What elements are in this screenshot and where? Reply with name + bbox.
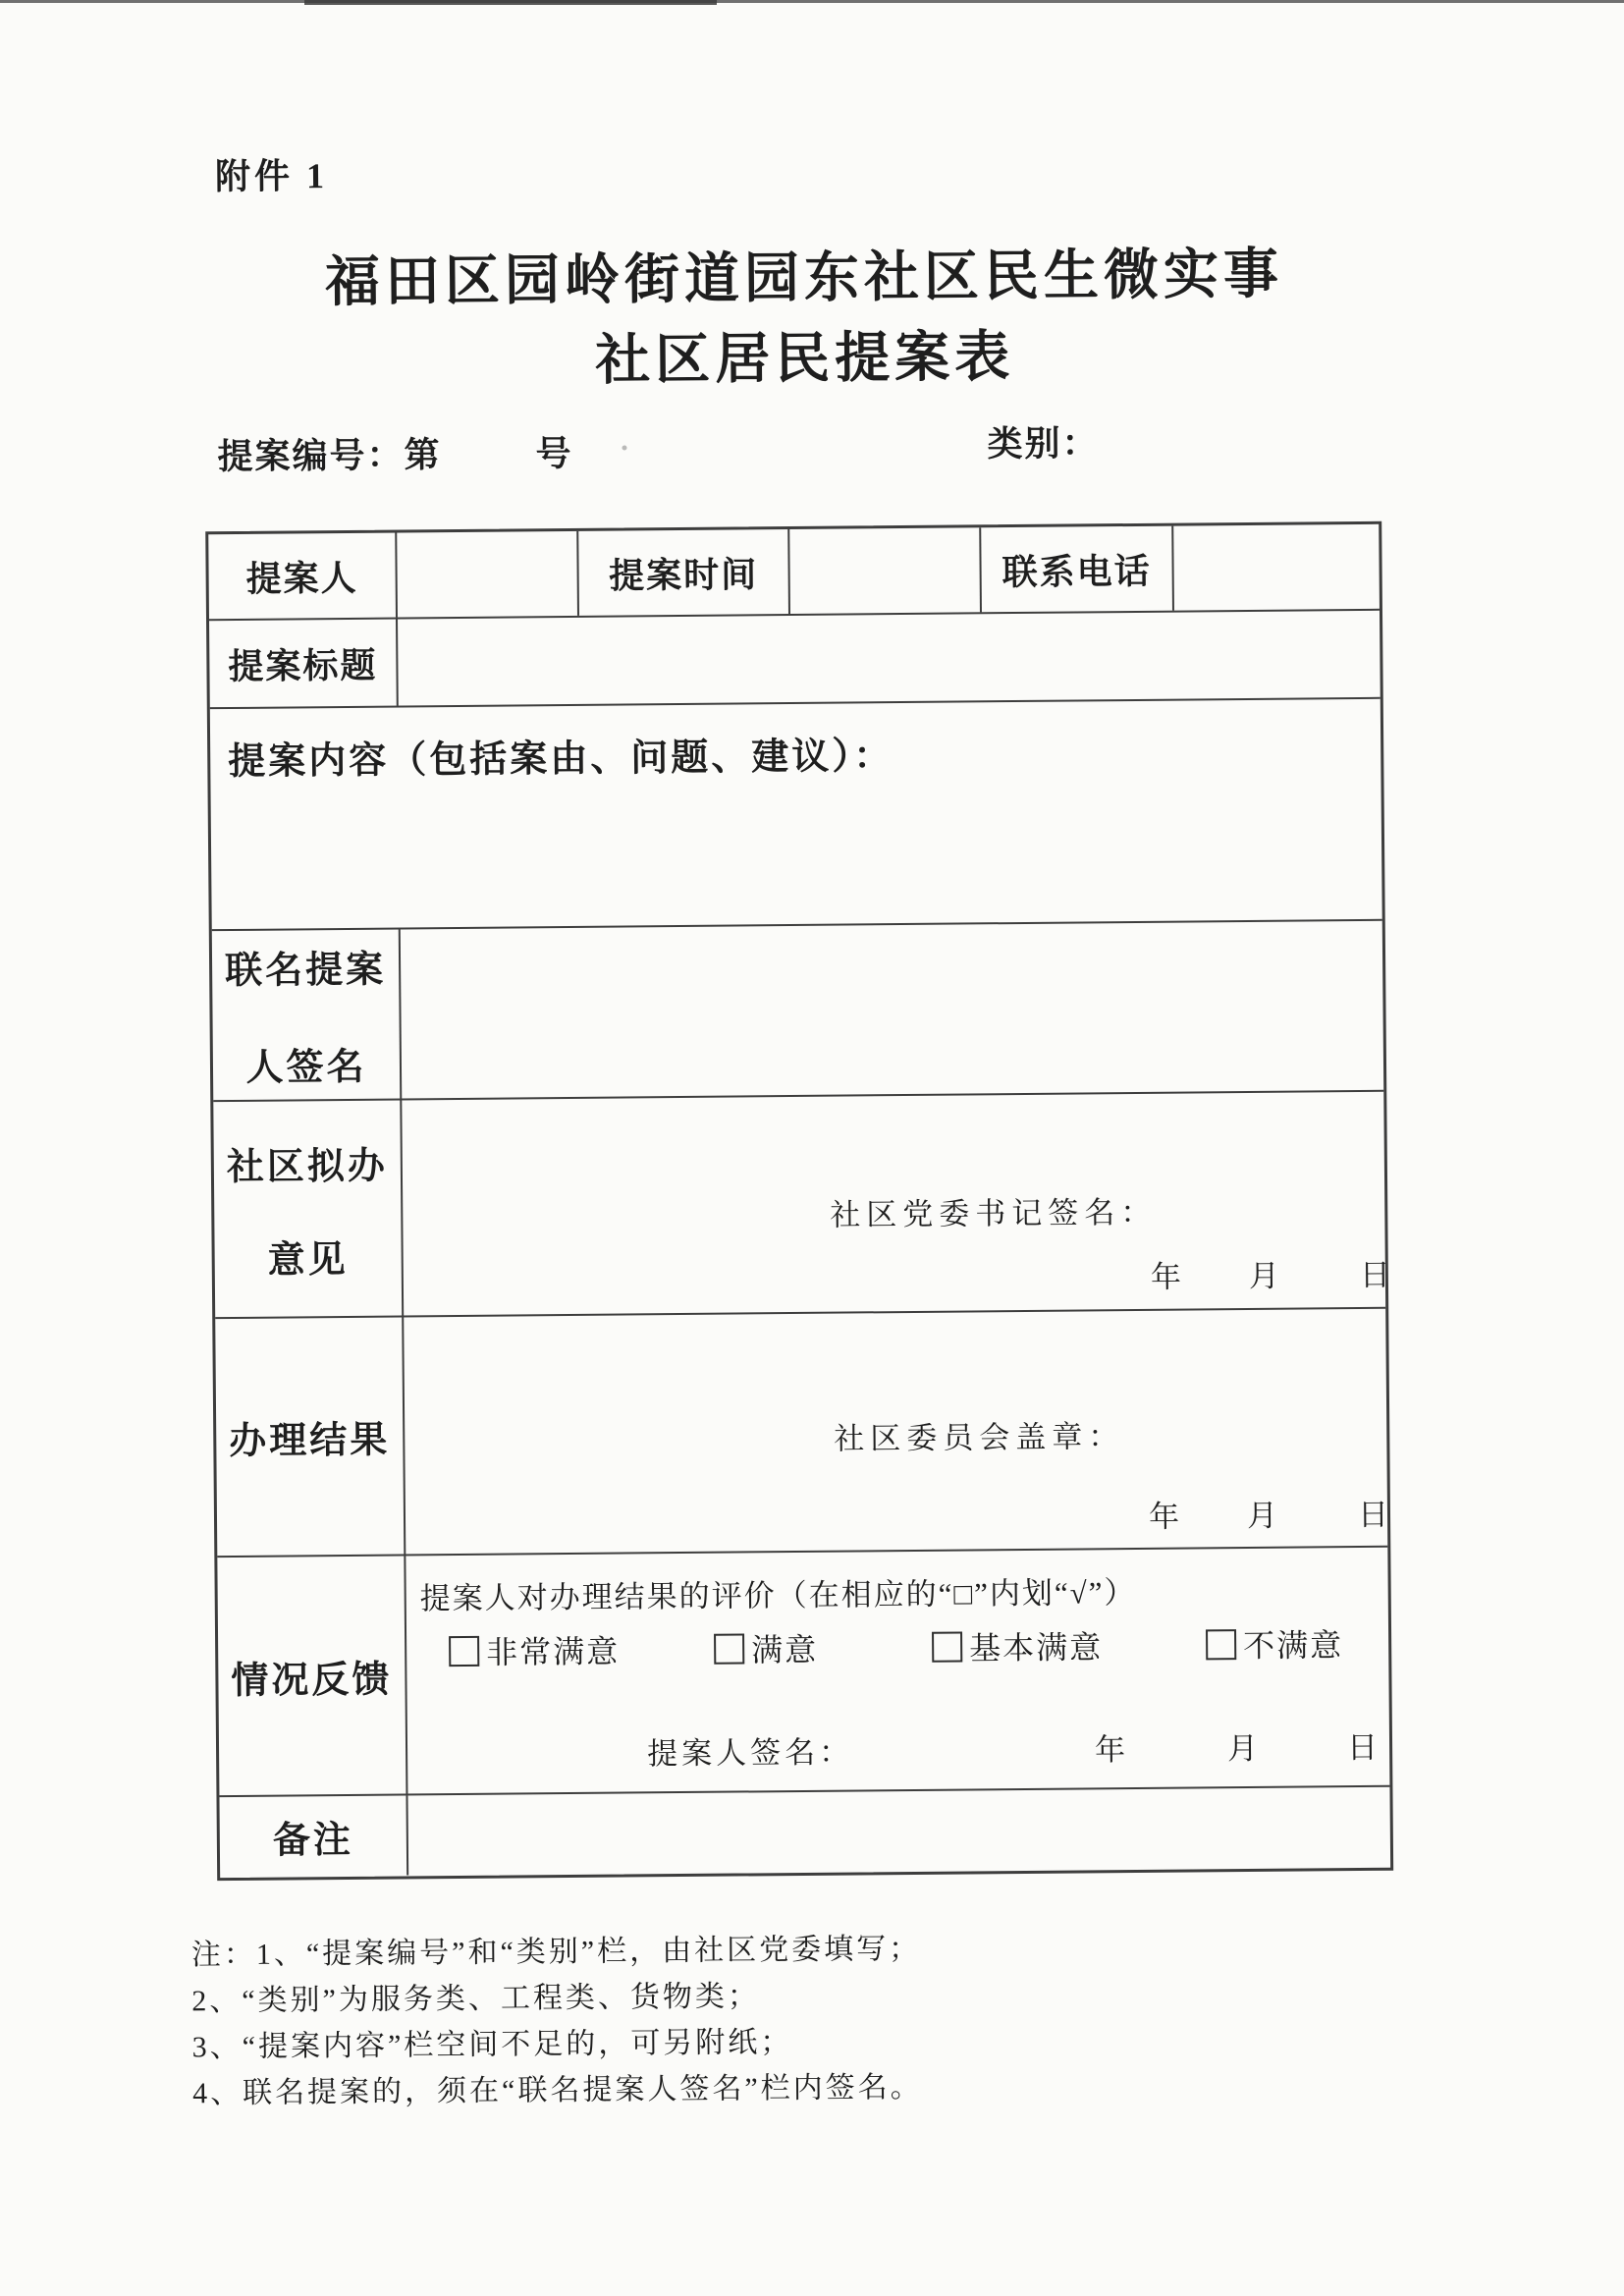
month-label: 月 xyxy=(1226,1730,1259,1767)
table-row-joint-signatures xyxy=(212,921,1383,1102)
feedback-label: 情况反馈 xyxy=(217,1556,407,1795)
footnote-line: 4、联名提案的，须在“联名提案人签名”栏内签名。 xyxy=(191,2070,923,2110)
proposal-time-label: 提案时间 xyxy=(578,529,790,616)
table-row-proposal-content xyxy=(210,699,1382,931)
year-label: 年 xyxy=(1150,1259,1182,1294)
year-label: 年 xyxy=(1094,1732,1126,1768)
proposal-content-label: 提案内容（包括案由、问题、建议）： xyxy=(228,736,894,784)
proposal-time-input-cell[interactable] xyxy=(789,527,982,614)
community-opinion-label xyxy=(213,1100,404,1317)
option-very-satisfied[interactable] xyxy=(449,1627,620,1674)
month-label: 月 xyxy=(1248,1258,1280,1293)
joint-proposer-label-line1: 联名提案 xyxy=(224,949,387,993)
proposal-table xyxy=(205,521,1393,1881)
joint-proposer-label-line2: 人签名 xyxy=(245,1046,367,1089)
remarks-label: 备注 xyxy=(219,1795,408,1877)
option-not-satisfied[interactable] xyxy=(1206,1620,1343,1667)
table-row-feedback xyxy=(217,1548,1389,1797)
handling-result-label: 办理结果 xyxy=(215,1317,406,1556)
footnote-line: 3、“提案内容”栏空间不足的，可另附纸； xyxy=(191,2026,793,2064)
community-opinion-label-line1: 社区拟办 xyxy=(226,1145,389,1188)
community-opinion-label-line2: 意见 xyxy=(267,1238,349,1282)
joint-signatures-input-cell[interactable] xyxy=(401,921,1383,1099)
category-label: 类别： xyxy=(987,423,1100,465)
meta-row xyxy=(0,417,1617,477)
option-label: 基本满意 xyxy=(969,1629,1104,1667)
proposal-number-blank[interactable] xyxy=(442,456,536,466)
table-row-proposal-title xyxy=(209,611,1380,709)
checkbox-icon[interactable] xyxy=(449,1636,479,1667)
table-row-proposer xyxy=(208,524,1380,621)
day-label: 日 xyxy=(1346,1729,1379,1766)
table-row-community-opinion xyxy=(213,1092,1391,1319)
joint-proposer-label xyxy=(212,930,402,1101)
evaluation-prompt: 提案人对办理结果的评价（在相应的“□”内划“√”） xyxy=(419,1574,1137,1616)
form-title-line2: 社区居民提案表 xyxy=(594,327,1015,392)
contact-phone-label: 联系电话 xyxy=(981,526,1174,613)
day-label: 日 xyxy=(1359,1257,1391,1292)
footnote-line: 注：1、“提案编号”和“类别”栏，由社区党委填写； xyxy=(190,1932,922,1972)
scan-artifact-speck xyxy=(622,445,626,450)
option-label: 非常满意 xyxy=(486,1633,621,1670)
proposal-title-input-cell[interactable] xyxy=(398,611,1380,706)
proposer-signature-label: 提案人签名： xyxy=(646,1734,854,1772)
footnote-line: 2、“类别”为服务类、工程类、货物类； xyxy=(191,1980,761,2018)
proposal-number-prefix: 提案编号：第 xyxy=(217,435,442,477)
secretary-signature-label: 社区党委书记签名： xyxy=(830,1194,1158,1232)
form-title-line1: 福田区园岭街道园东社区民生微实事 xyxy=(324,244,1284,314)
feedback-content-cell xyxy=(406,1548,1389,1794)
proposal-content-input-cell[interactable] xyxy=(210,699,1382,929)
remarks-input-cell[interactable] xyxy=(407,1787,1390,1876)
table-row-handling-result xyxy=(215,1309,1387,1558)
option-satisfied[interactable] xyxy=(714,1625,818,1671)
checkbox-icon[interactable] xyxy=(932,1632,962,1663)
proposal-number-suffix: 号 xyxy=(535,433,573,474)
proposal-number-label xyxy=(217,426,572,479)
table-row-remarks xyxy=(219,1787,1390,1877)
option-label: 不满意 xyxy=(1243,1627,1344,1665)
contact-phone-input-cell[interactable] xyxy=(1173,524,1380,611)
month-label: 月 xyxy=(1246,1498,1278,1533)
footnotes xyxy=(191,1926,923,2116)
handling-result-input-cell[interactable] xyxy=(404,1309,1387,1555)
checkbox-icon[interactable] xyxy=(714,1633,744,1664)
day-label: 日 xyxy=(1357,1497,1389,1533)
community-opinion-input-cell[interactable] xyxy=(402,1092,1391,1316)
proposer-input-cell[interactable] xyxy=(397,531,579,618)
option-basically-satisfied[interactable] xyxy=(932,1622,1103,1669)
attachment-label: 附件 1 xyxy=(214,156,329,197)
year-label: 年 xyxy=(1148,1499,1180,1534)
checkbox-icon[interactable] xyxy=(1206,1629,1236,1660)
proposal-title-label: 提案标题 xyxy=(209,620,399,708)
proposer-label: 提案人 xyxy=(208,533,398,620)
form-title xyxy=(0,232,1617,407)
option-label: 满意 xyxy=(751,1631,819,1668)
category-label-group xyxy=(987,415,1099,466)
committee-seal-label: 社区委员会盖章： xyxy=(834,1419,1125,1456)
